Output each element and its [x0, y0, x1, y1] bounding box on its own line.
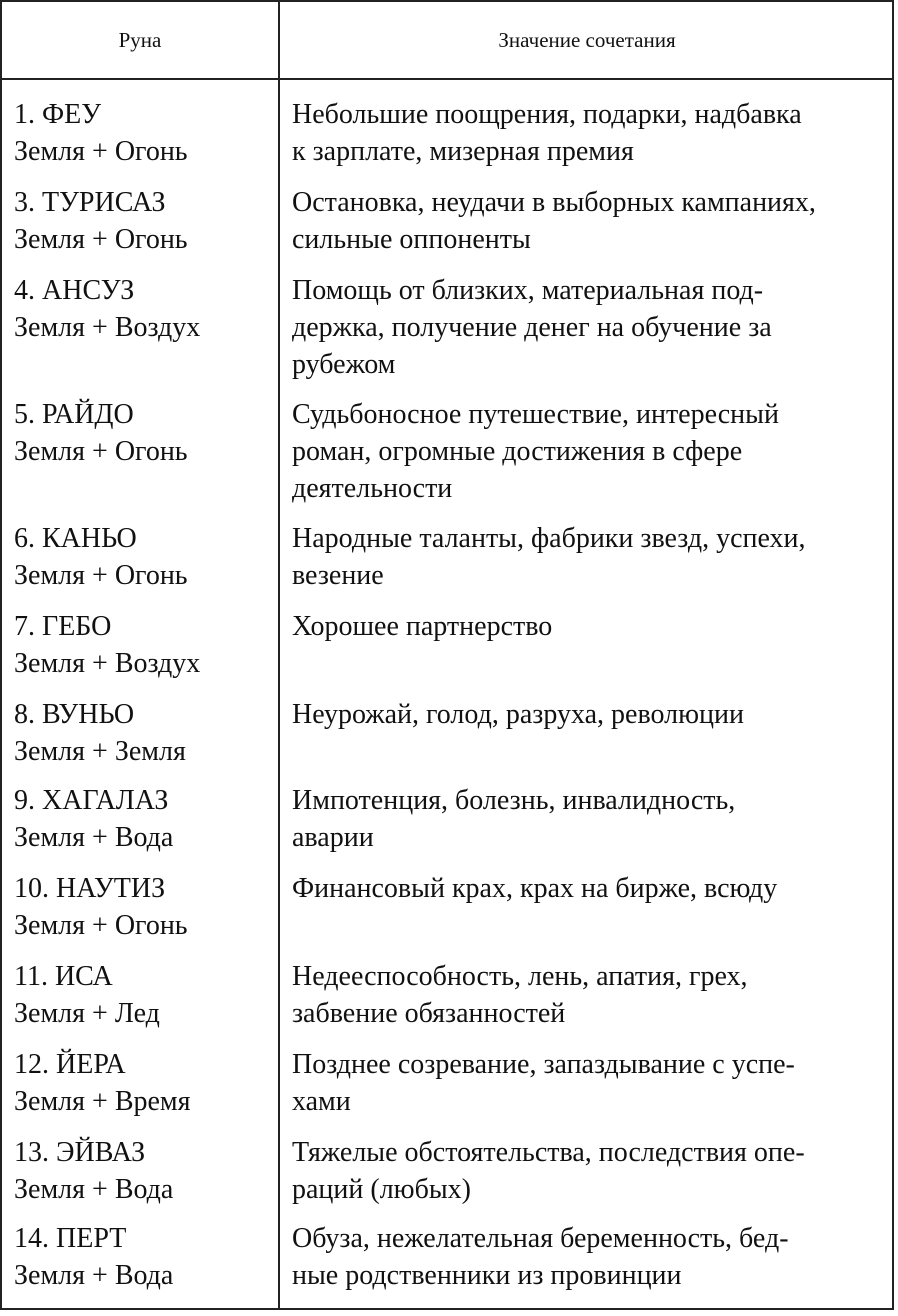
meaning-cell [292, 520, 892, 594]
meaning-line: держка, получение денег на обучение за [292, 312, 772, 343]
meaning-cell [292, 1134, 892, 1208]
rune-elements: Земля + Лед [14, 998, 160, 1029]
meaning-line: роман, огромные достижения в сфере [292, 436, 743, 467]
meaning-line: забвение обязанностей [292, 998, 566, 1029]
meaning-line: везение [292, 560, 384, 591]
rune-elements: Земля + Огонь [14, 436, 188, 467]
rune-cell [14, 870, 274, 944]
rune-cell [14, 520, 274, 594]
rune-name: 11. ИСА [14, 961, 113, 992]
rune-elements: Земля + Воздух [14, 648, 201, 679]
rune-elements: Земля + Земля [14, 736, 186, 767]
rune-name: 12. ЙЕРА [14, 1049, 126, 1080]
meaning-line: Недееспособность, лень, апатия, грех, [292, 961, 748, 992]
rune-cell [14, 958, 274, 1032]
rune-elements: Земля + Огонь [14, 560, 188, 591]
rune-elements: Земля + Воздух [14, 312, 201, 343]
meaning-cell [292, 1046, 892, 1120]
meaning-line: Судьбоносное путешествие, интересный [292, 399, 779, 430]
rune-elements: Земля + Вода [14, 1260, 174, 1291]
rune-cell [14, 1046, 274, 1120]
meaning-line: ные родственники из провинции [292, 1260, 682, 1291]
rune-name: 5. РАЙДО [14, 399, 134, 430]
meaning-line: Остановка, неудачи в выборных кампаниях, [292, 187, 816, 218]
rune-name: 6. КАНЬО [14, 523, 137, 554]
rune-elements: Земля + Время [14, 1086, 191, 1117]
column-divider [278, 2, 280, 1308]
meaning-line: хами [292, 1086, 351, 1117]
meaning-line: рубежом [292, 349, 396, 380]
meaning-line: раций (любых) [292, 1174, 471, 1205]
meaning-line: Тяжелые обстоятельства, последствия опе- [292, 1137, 805, 1168]
meaning-line: Финансовый крах, крах на бирже, всюду [292, 873, 778, 904]
rune-cell [14, 1220, 274, 1294]
meaning-cell [292, 870, 892, 907]
rune-name: 3. ТУРИСАЗ [14, 187, 166, 218]
meaning-cell [292, 396, 892, 507]
rune-elements: Земля + Вода [14, 822, 174, 853]
rune-name: 8. ВУНЬО [14, 699, 135, 730]
rune-cell [14, 608, 274, 682]
meaning-cell [292, 96, 892, 170]
rune-name: 14. ПЕРТ [14, 1223, 127, 1254]
header-divider [2, 78, 892, 80]
rune-cell [14, 396, 274, 470]
meaning-cell [292, 696, 892, 733]
rune-name: 13. ЭЙВАЗ [14, 1137, 146, 1168]
rune-name: 1. ФЕУ [14, 99, 102, 130]
rune-elements: Земля + Огонь [14, 910, 188, 941]
meaning-line: Импотенция, болезнь, инвалидность, [292, 785, 736, 816]
meaning-line: Небольшие поощрения, подарки, надбавка [292, 99, 802, 130]
rune-cell [14, 782, 274, 856]
meaning-line: деятельности [292, 473, 453, 504]
meaning-line: Неурожай, голод, разруха, революции [292, 699, 744, 730]
rune-elements: Земля + Огонь [14, 224, 188, 255]
rune-name: 9. ХАГАЛАЗ [14, 785, 169, 816]
meaning-line: аварии [292, 822, 374, 853]
meaning-cell [292, 272, 892, 383]
meaning-line: Обуза, нежелательная беременность, бед- [292, 1223, 789, 1254]
rune-cell [14, 696, 274, 770]
meaning-cell [292, 184, 892, 258]
rune-name: 4. АНСУЗ [14, 275, 135, 306]
header-rune: Руна [118, 27, 162, 52]
meaning-line: Позднее созревание, запаздывание с успе- [292, 1049, 795, 1080]
rune-cell [14, 272, 274, 346]
rune-name: 7. ГЕБО [14, 611, 112, 642]
meaning-cell [292, 1220, 892, 1294]
meaning-line: Помощь от близких, материальная под- [292, 275, 764, 306]
meaning-line: к зарплате, мизерная премия [292, 136, 634, 167]
meaning-cell [292, 958, 892, 1032]
rune-cell [14, 96, 274, 170]
meaning-line: Хорошее партнерство [292, 611, 553, 642]
rune-elements: Земля + Огонь [14, 136, 188, 167]
rune-cell [14, 184, 274, 258]
rune-cell [14, 1134, 274, 1208]
header-meaning: Значение сочетания [498, 27, 676, 52]
meaning-line: сильные оппоненты [292, 224, 531, 255]
meaning-line: Народные таланты, фабрики звезд, успехи, [292, 523, 806, 554]
meaning-cell [292, 782, 892, 856]
rune-name: 10. НАУТИЗ [14, 873, 166, 904]
rune-elements: Земля + Вода [14, 1174, 174, 1205]
meaning-cell [292, 608, 892, 645]
